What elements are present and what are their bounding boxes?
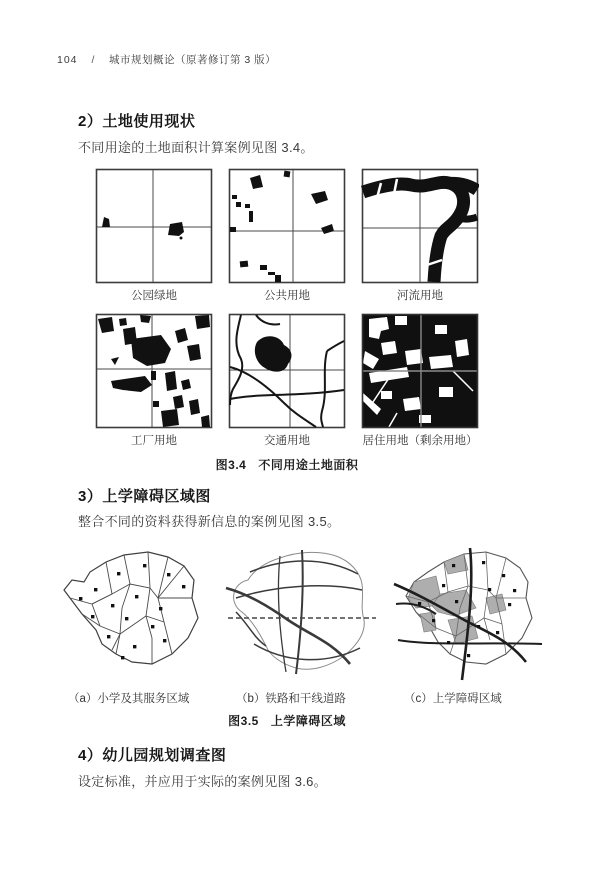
- section-heading-kindergarten: 4）幼儿园规划调查图: [78, 747, 227, 764]
- map-school-service-areas: [56, 546, 220, 706]
- map-label: 居住用地（剩余用地）: [362, 435, 478, 447]
- traffic-land-map-image: [228, 313, 346, 429]
- map-label: （c）上学障碍区域: [404, 693, 502, 705]
- rail-roads-map-image: [224, 546, 388, 686]
- section-body-kindergarten: 设定标准，并应用于实际的案例见图 3.6。: [78, 774, 327, 789]
- map-river-land: [361, 168, 479, 303]
- running-head: [57, 52, 276, 67]
- river-land-map-image: [361, 168, 479, 284]
- map-park-green: [95, 168, 213, 303]
- header-separator: /: [91, 54, 95, 66]
- map-residential-land: [361, 313, 479, 448]
- map-factory-land: [95, 313, 213, 448]
- figure-3-4: [95, 168, 479, 448]
- map-public-land: [228, 168, 346, 303]
- school-service-map-image: [56, 546, 220, 686]
- figure-3-5-caption: [95, 712, 479, 729]
- figure-caption-number: 图3.4: [215, 458, 247, 472]
- park-green-map-image: [95, 168, 213, 284]
- map-label: 河流用地: [397, 290, 443, 302]
- figure-3-4-caption: [95, 456, 479, 473]
- map-label: （b）铁路和干线道路: [236, 693, 346, 705]
- map-rail-trunk-roads: [224, 546, 388, 706]
- figure-3-5: [56, 546, 556, 706]
- residential-land-map-image: [361, 313, 479, 429]
- figure-caption-title: 上学障碍区域: [270, 714, 346, 728]
- map-school-obstacle-areas: [392, 546, 556, 706]
- map-label: （a）小学及其服务区域: [68, 693, 190, 705]
- section-heading-obstacle: 3）上学障碍区域图: [78, 488, 211, 505]
- map-label: 公共用地: [264, 290, 310, 302]
- obstacle-areas-map-image: [392, 546, 556, 686]
- figure-caption-title: 不同用途土地面积: [258, 458, 359, 472]
- map-label: 公园绿地: [131, 290, 177, 302]
- page-number: 104: [57, 54, 78, 66]
- map-label: 交通用地: [264, 435, 310, 447]
- section-body-obstacle: 整合不同的资料获得新信息的案例见图 3.5。: [78, 514, 341, 529]
- map-label: 工厂用地: [131, 435, 177, 447]
- section-body-land-use: 不同用途的土地面积计算案例见图 3.4。: [78, 140, 314, 155]
- book-title: 城市规划概论（原著修订第 3 版）: [108, 54, 277, 66]
- factory-land-map-image: [95, 313, 213, 429]
- figure-caption-number: 图3.5: [228, 714, 259, 728]
- section-heading-land-use: 2）土地使用现状: [78, 113, 196, 130]
- map-traffic-land: [228, 313, 346, 448]
- public-land-map-image: [228, 168, 346, 284]
